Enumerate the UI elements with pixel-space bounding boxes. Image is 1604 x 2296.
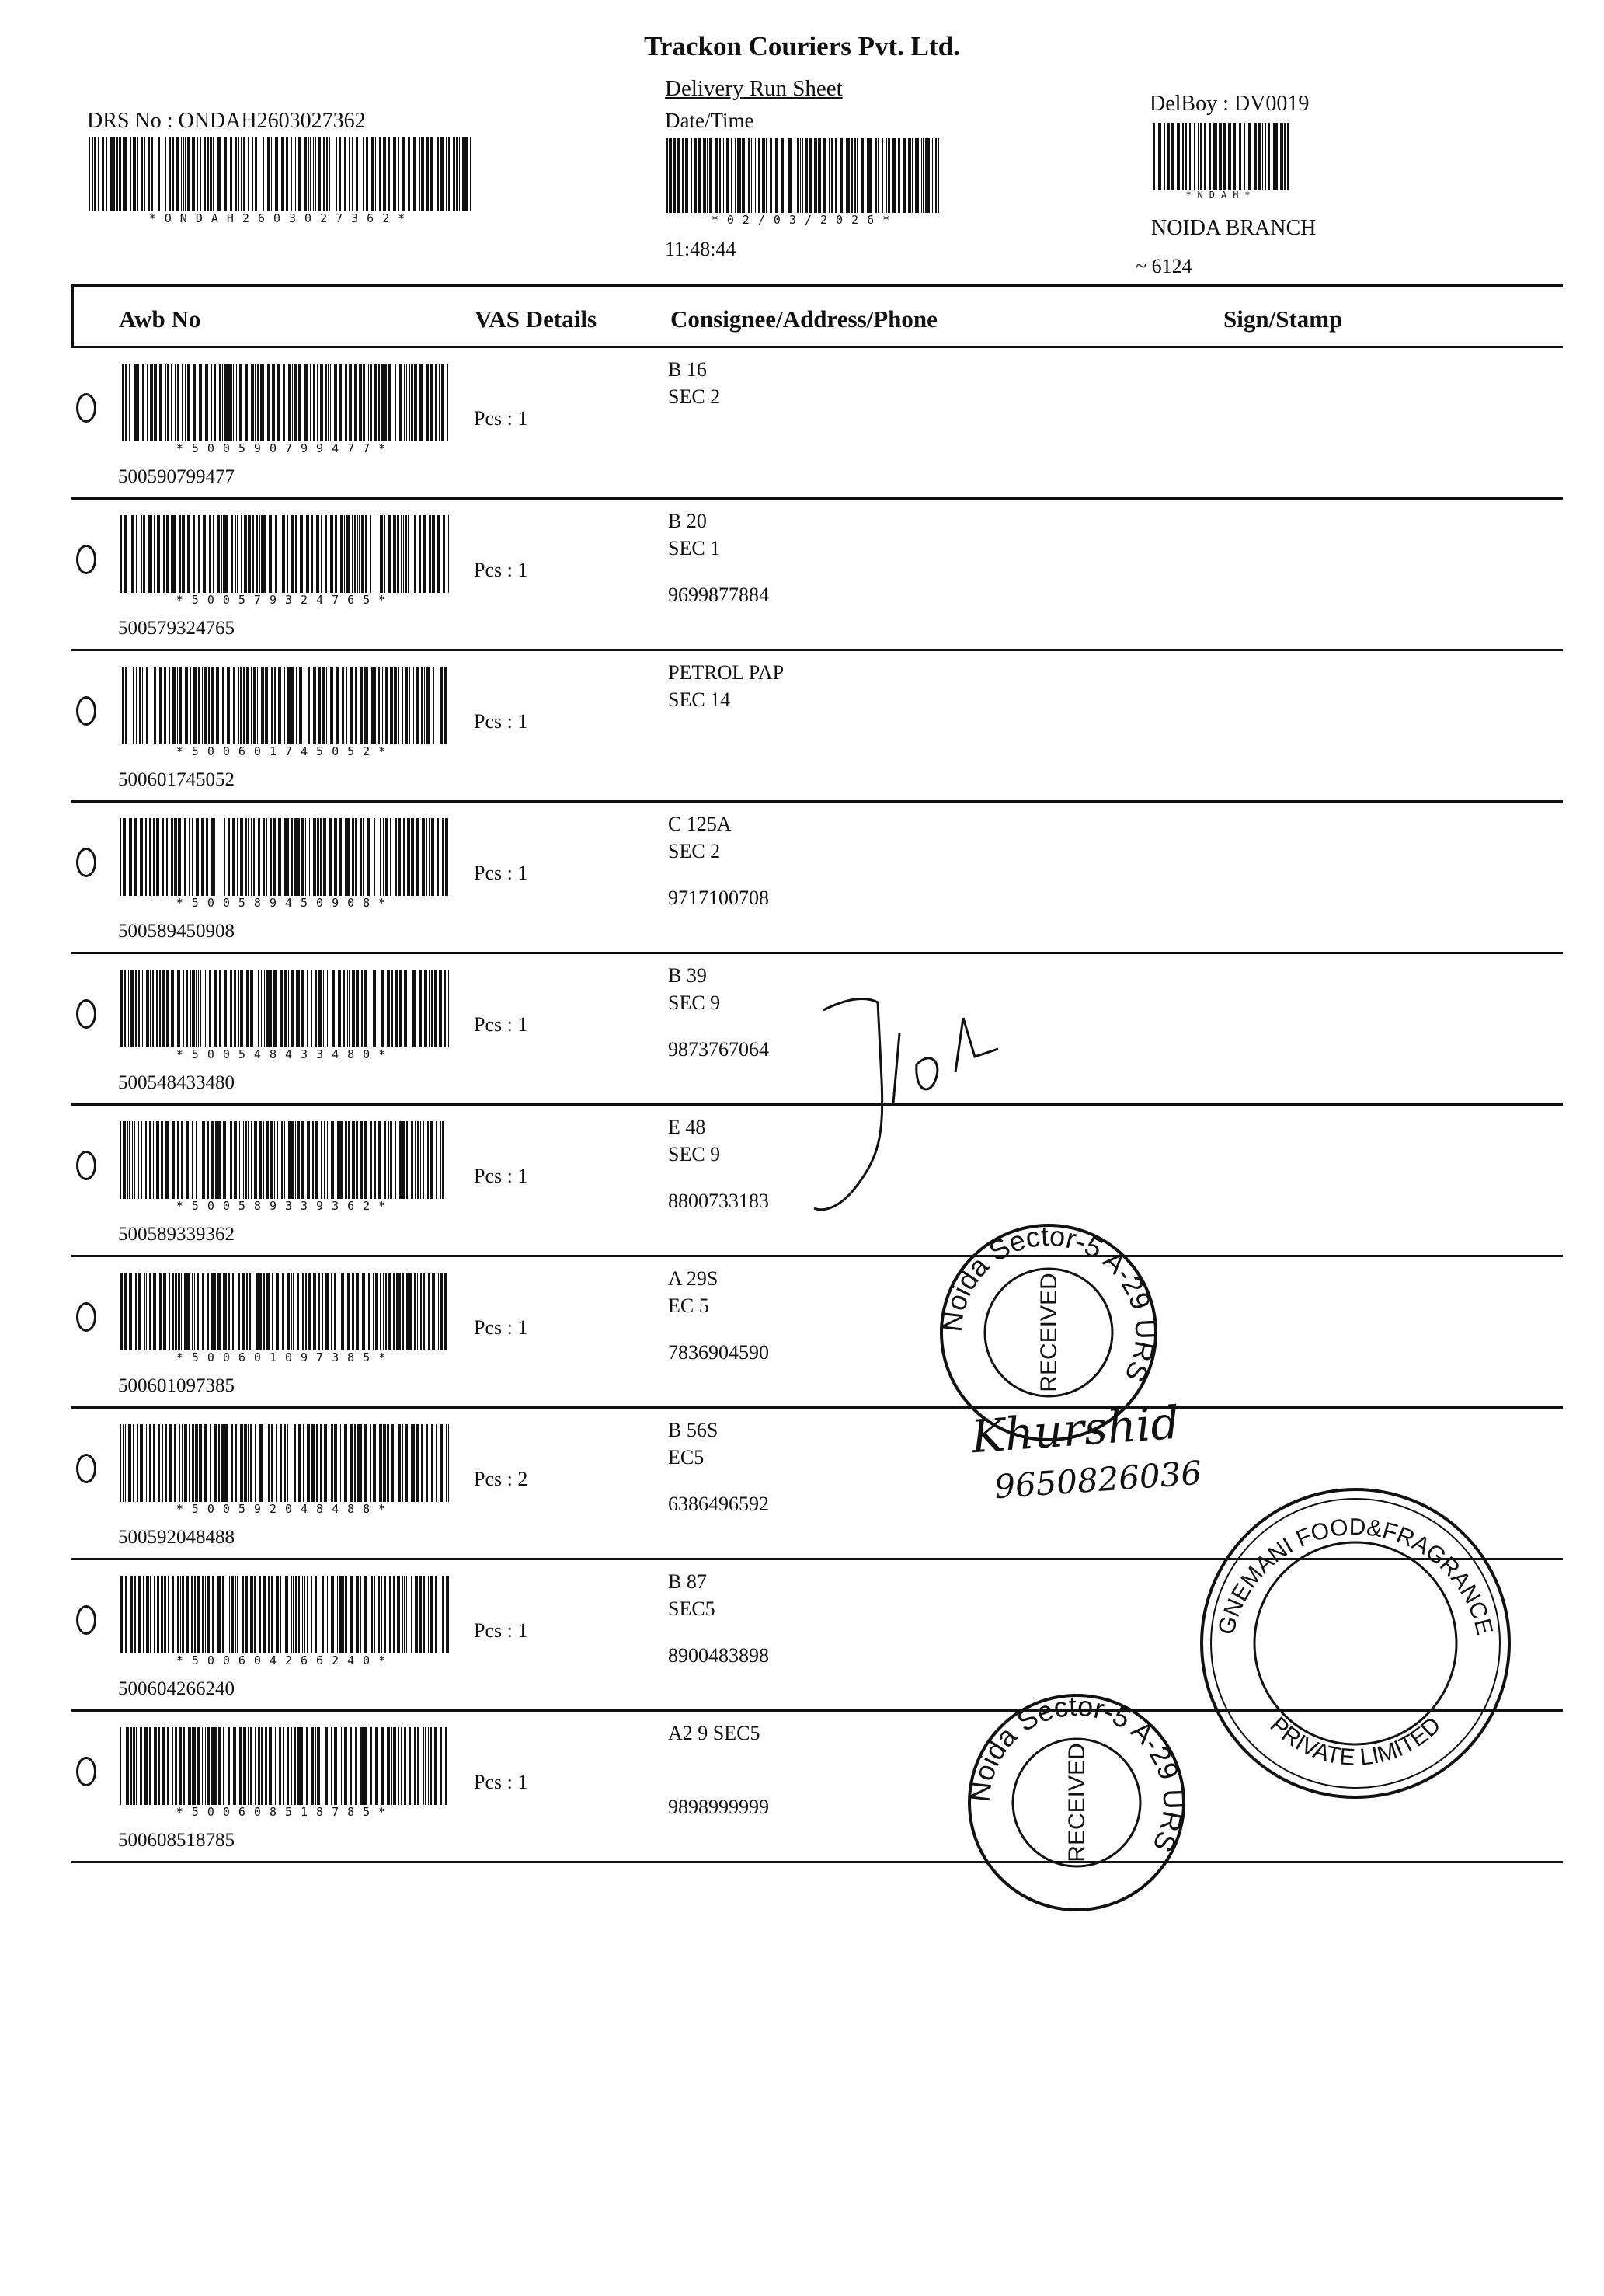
address-line2: SEC 1 [668,537,721,559]
awb-barcode-text: *500589339362* [176,1199,395,1213]
address-line2: EC 5 [668,1294,709,1317]
awb-number: 500604266240 [118,1678,235,1699]
stamp-center-text: RECEIVED [1064,1743,1090,1862]
awb-number: 500579324765 [118,618,235,639]
address-line1: B 87 [668,1570,707,1593]
branch-code-value: 6124 [1151,255,1192,277]
pieces: Pcs : 1 [474,1771,528,1793]
awb-barcode [118,1121,452,1213]
consignee-address [668,1719,760,1747]
awb-barcode [118,818,452,910]
row-checkbox[interactable] [76,696,96,726]
consignee-address [668,962,720,1016]
address-line2: SEC 2 [668,840,721,862]
handwritten-signature [808,987,1056,1220]
row-checkbox[interactable] [76,1302,96,1332]
address-line1: A2 9 SEC5 [668,1722,760,1744]
address-line1: B 16 [668,358,707,381]
drs-barcode-text: *ONDAH2603027362* [148,211,414,225]
row-checkbox[interactable] [76,393,96,423]
drs-number: DRS No : ONDAH2603027362 [87,109,366,133]
awb-barcode-text: *500590799477* [176,441,395,455]
address-line1: A 29S [668,1267,718,1290]
awb-barcode [118,667,452,758]
company-stamp-bottom: PRIVATE LIMITED [1265,1712,1446,1771]
awb-number: 500589339362 [118,1224,235,1245]
address-line1: PETROL PAP [668,661,785,684]
branch-barcode-text: *NDAH* [1185,190,1257,200]
address-line1: C 125A [668,813,732,835]
delivery-boy: DelBoy : DV0019 [1150,92,1310,116]
awb-barcode-bars [118,818,452,896]
drs-barcode [87,137,475,225]
table-row [71,651,1563,803]
awb-number: 500548433480 [118,1072,235,1093]
row-checkbox[interactable] [76,999,96,1029]
awb-barcode [118,1727,452,1819]
consignee-address [668,1265,718,1319]
awb-barcode-text: *500604266240* [176,1653,395,1667]
sheet-title: Delivery Run Sheet [665,76,843,101]
consignee-address [668,1416,718,1471]
receiver-phone: 9650826036 [993,1453,1203,1507]
awb-barcode-text: *500579324765* [176,593,395,607]
awb-number: 500592048488 [118,1527,235,1548]
consignee-phone: 9699877884 [668,584,769,606]
date-barcode-text: *02/03/2026* [711,213,899,227]
row-checkbox[interactable] [76,545,96,574]
col-sign: Sign/Stamp [1223,305,1343,333]
awb-barcode-bars [118,515,452,593]
awb-barcode-bars [118,970,452,1047]
pieces: Pcs : 2 [474,1468,528,1490]
col-awb: Awb No [119,305,201,333]
svg-text:GNEMANI FOOD&FRAGRANCE [1213,1514,1498,1638]
address-line2: SEC 9 [668,991,721,1014]
awb-barcode [118,515,452,607]
branch-code: ~ 6124 [1136,255,1192,277]
awb-barcode [118,1576,452,1667]
address-line1: B 56S [668,1419,718,1441]
stamp-ring-text: Noida Sector-5 A-29 URS [935,1219,1162,1387]
awb-number: 500590799477 [118,466,235,487]
date-label: Date/Time [665,109,754,132]
consignee-address [668,810,732,865]
receiver-name: Khurshid [969,1395,1181,1464]
company-name: Trackon Couriers Pvt. Ltd. [644,31,960,61]
consignee-address [668,659,784,713]
awb-barcode-text: *500592048488* [176,1502,395,1516]
branch-barcode [1151,123,1291,200]
address-line1: B 20 [668,510,707,532]
pieces: Pcs : 1 [474,1316,528,1339]
pieces: Pcs : 1 [474,1165,528,1187]
table-row [71,803,1563,954]
pieces: Pcs : 1 [474,1619,528,1642]
table-row [71,500,1563,651]
awb-barcode-bars [118,1121,452,1199]
awb-number: 500601745052 [118,769,235,790]
received-stamp-2 [960,1686,1193,1919]
consignee-phone: 8800733183 [668,1190,769,1212]
awb-barcode-text: *500601745052* [176,744,395,758]
company-stamp [1196,1484,1515,1803]
time-value: 11:48:44 [665,238,736,260]
row-checkbox[interactable] [76,1151,96,1180]
consignee-address [668,356,720,410]
awb-barcode-bars [118,364,452,441]
pieces: Pcs : 1 [474,710,528,733]
col-consignee: Consignee/Address/Phone [670,305,938,333]
date-barcode-bars [665,138,945,213]
address-line2: SEC5 [668,1597,715,1620]
consignee-phone: 9898999999 [668,1796,769,1818]
awb-number: 500589450908 [118,921,235,942]
awb-barcode-bars [118,667,452,744]
row-checkbox[interactable] [76,1605,96,1635]
pieces: Pcs : 1 [474,1013,528,1036]
consignee-phone: 7836904590 [668,1341,769,1364]
consignee-address [668,1113,720,1168]
address-line1: E 48 [668,1116,706,1138]
row-checkbox[interactable] [76,1757,96,1786]
awb-barcode-bars [118,1576,452,1653]
consignee-phone: 6386496592 [668,1493,769,1515]
col-vas: VAS Details [475,305,597,333]
awb-barcode-bars [118,1727,452,1805]
consignee-phone: 8900483898 [668,1644,769,1667]
awb-barcode [118,970,452,1061]
branch-barcode-bars [1151,123,1291,190]
stamp-ring-text: Noida Sector-5 A-29 URS [963,1689,1190,1857]
pieces: Pcs : 1 [474,559,528,581]
row-checkbox[interactable] [76,1454,96,1483]
consignee-phone: 9717100708 [668,887,769,909]
awb-barcode [118,364,452,455]
consignee-address [668,507,720,562]
consignee-address [668,1568,715,1622]
consignee-phone: 9873767064 [668,1038,769,1061]
awb-barcode-bars [118,1424,452,1502]
row-checkbox[interactable] [76,848,96,877]
table-header [71,284,1563,348]
address-line2: SEC 14 [668,688,731,711]
address-line2: SEC 9 [668,1143,721,1165]
address-line2: SEC 2 [668,385,721,408]
table-row [71,1257,1563,1409]
awb-barcode-text: *500601097385* [176,1350,395,1364]
awb-barcode-text: *500548433480* [176,1047,395,1061]
table-row [71,348,1563,500]
awb-barcode-text: *500608518785* [176,1805,395,1819]
branch-name: NOIDA BRANCH [1151,216,1317,240]
awb-number: 500601097385 [118,1375,235,1396]
company-stamp-top: GNEMANI FOOD&FRAGRANCE [1213,1514,1498,1638]
pieces: Pcs : 1 [474,407,528,430]
pieces: Pcs : 1 [474,862,528,884]
awb-number: 500608518785 [118,1830,235,1851]
date-barcode [665,138,945,227]
awb-barcode-text: *500589450908* [176,896,395,910]
awb-barcode [118,1424,452,1516]
awb-barcode-bars [118,1273,452,1350]
drs-barcode-bars [87,137,475,211]
stamp-center-text: RECEIVED [1036,1273,1062,1392]
awb-barcode [118,1273,452,1364]
address-line2: EC5 [668,1446,705,1469]
address-line1: B 39 [668,964,707,987]
